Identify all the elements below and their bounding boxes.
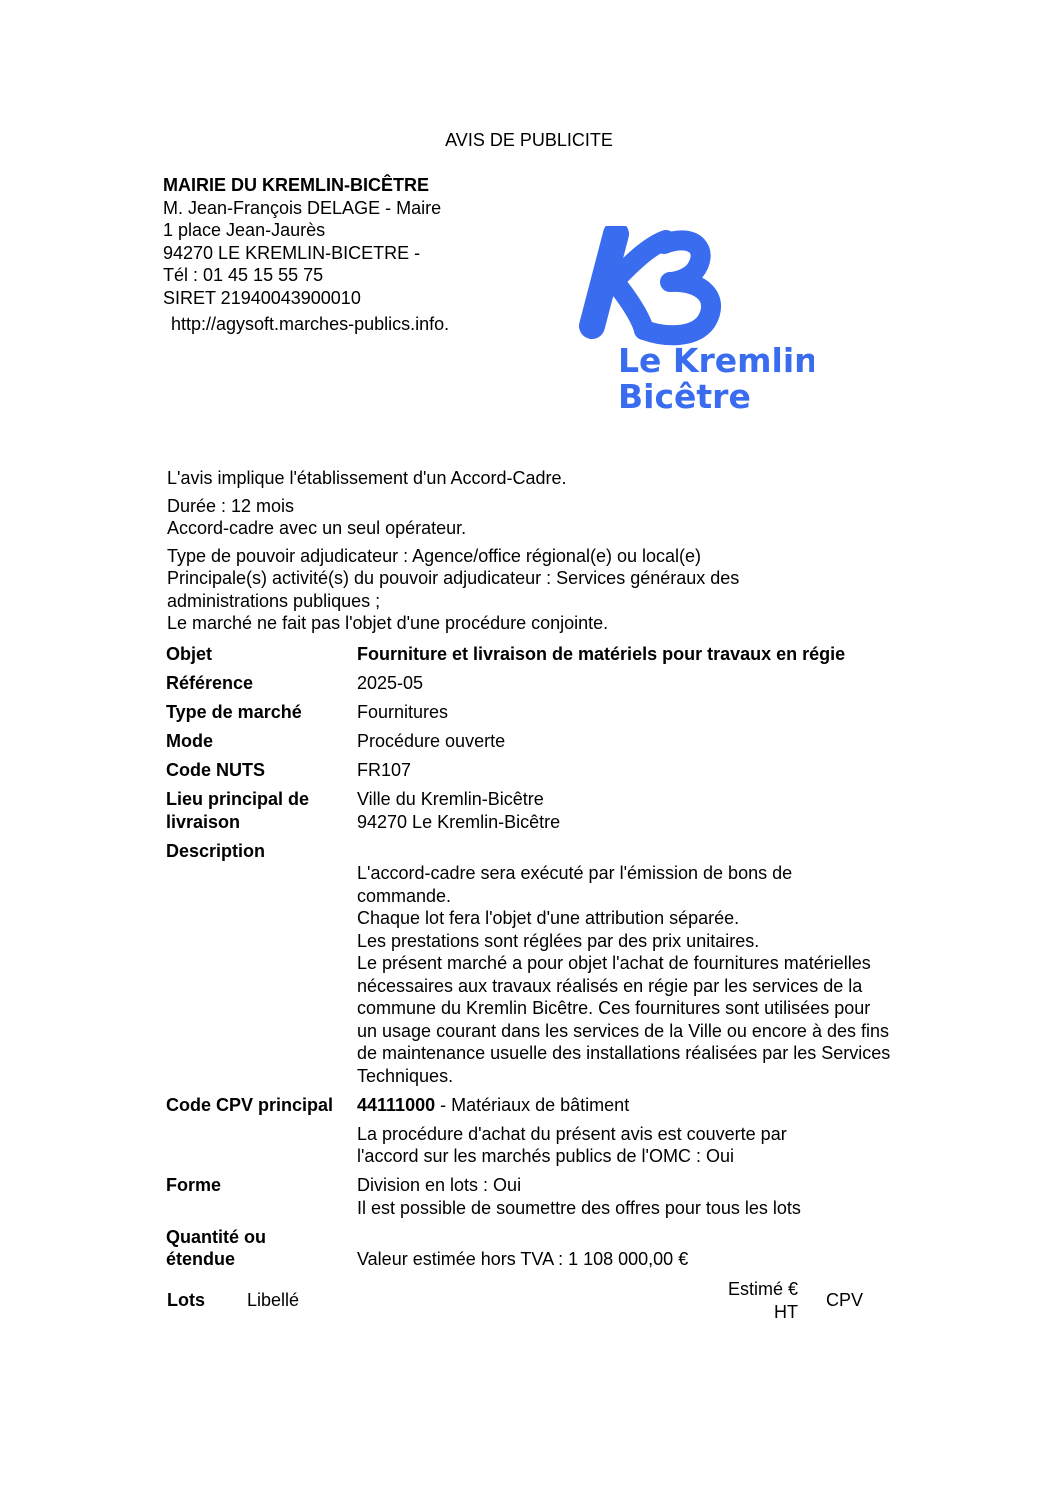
issuer-address-line2: 94270 LE KREMLIN-BICETRE - — [163, 242, 421, 263]
row-nuts — [166, 759, 906, 782]
value-omc: La procédure d'achat du présent avis est couverte par l'accord sur les marchés publics de l'OMC : Oui — [357, 1123, 787, 1166]
row-description — [166, 840, 906, 1088]
row-type-marche — [166, 701, 906, 724]
value-forme-line2: Il est possible de soumettre des offres pour tous les lots — [357, 1197, 801, 1218]
issuer-phone: Tél : 01 45 15 55 75 — [163, 265, 324, 285]
description-line-1: L'accord-cadre sera exécuté par l'émission de bons de commande. — [357, 863, 793, 906]
value-lieu-line1: Ville du Kremlin-Bicêtre — [357, 789, 544, 809]
row-reference — [166, 672, 906, 695]
lots-header-lots: Lots — [167, 1290, 205, 1310]
label-quantite: Quantité ou étendue — [166, 1226, 266, 1269]
issuer-siret: SIRET 21940043900010 — [163, 287, 361, 308]
lots-header-cpv: CPV — [826, 1290, 864, 1310]
lots-header-libelle: Libellé — [247, 1290, 300, 1310]
activites: Principale(s) activité(s) du pouvoir adjudicateur : Services généraux des administrations publiques ; — [167, 568, 740, 611]
kremlin-bicetre-logo — [578, 226, 814, 416]
label-mode: Mode — [166, 731, 213, 751]
value-mode: Procédure ouverte — [357, 731, 506, 751]
label-cpv: Code CPV principal — [166, 1094, 334, 1115]
row-omc — [166, 1123, 906, 1168]
row-quantite — [166, 1226, 906, 1271]
row-lieu — [166, 788, 906, 833]
intro-block — [167, 467, 907, 640]
label-forme: Forme — [166, 1175, 222, 1195]
issuer-name: MAIRIE DU KREMLIN-BICÊTRE — [163, 175, 429, 195]
description-line-4: Le présent marché a pour objet l'achat de fournitures matérielles nécessaires aux travaux réalisés en régie par les services de la commune du Kremlin Bicêtre. Ces fournitures sont utilisées pour un usage courant dans les services de la Ville ou encore à des fins de maintenance usuelle des installations réalisées par les Services Techniques. — [357, 953, 891, 1086]
label-objet: Objet — [166, 644, 213, 664]
value-forme-line1: Division en lots : Oui — [357, 1175, 522, 1195]
issuer-block — [163, 174, 449, 336]
lots-table-header — [166, 1278, 906, 1328]
procedure-conjointe: Le marché ne fait pas l'objet d'une procédure conjointe. — [167, 613, 609, 633]
page-title: AVIS DE PUBLICITE — [445, 130, 613, 150]
issuer-url[interactable]: http://agysoft.marches-publics.info. — [171, 314, 450, 334]
duree: Durée : 12 mois — [167, 495, 295, 516]
logo-line2: Bicêtre — [618, 377, 751, 416]
issuer-address-line1: 1 place Jean-Jaurès — [163, 220, 326, 240]
row-mode — [166, 730, 906, 753]
details-table — [166, 643, 906, 1277]
label-nuts: Code NUTS — [166, 760, 265, 780]
row-forme — [166, 1174, 906, 1219]
value-type-marche: Fournitures — [357, 702, 449, 722]
description-line-3: Les prestations sont réglées par des prix unitaires. — [357, 930, 760, 951]
value-lieu-line2: 94270 Le Kremlin-Bicêtre — [357, 811, 561, 832]
cpv-code: 44111000 — [357, 1094, 436, 1115]
label-description: Description — [166, 840, 266, 861]
accord-cadre-notice: L'avis implique l'établissement d'un Accord-Cadre. — [167, 468, 567, 488]
label-reference: Référence — [166, 673, 254, 693]
lots-header-estime: Estimé € HT — [727, 1279, 798, 1322]
label-type-marche: Type de marché — [166, 702, 302, 722]
issuer-contact: M. Jean-François DELAGE - Maire — [163, 197, 442, 218]
operateur: Accord-cadre avec un seul opérateur. — [167, 518, 467, 538]
logo-line1: Le Kremlin — [618, 341, 814, 380]
description-line-2: Chaque lot fera l'objet d'une attribution séparée. — [357, 908, 740, 928]
value-quantite: Valeur estimée hors TVA : 1 108 000,00 € — [357, 1249, 689, 1269]
value-reference: 2025-05 — [357, 673, 424, 693]
row-cpv — [166, 1094, 906, 1117]
row-objet — [166, 643, 906, 666]
value-objet: Fourniture et livraison de matériels pour travaux en régie — [357, 644, 846, 664]
type-pouvoir: Type de pouvoir adjudicateur : Agence/office régional(e) ou local(e) — [167, 545, 701, 566]
cpv-text: - Matériaux de bâtiment — [435, 1094, 630, 1115]
value-nuts: FR107 — [357, 760, 412, 780]
kb-monogram-icon — [578, 226, 814, 416]
label-lieu: Lieu principal de livraison — [166, 789, 310, 832]
